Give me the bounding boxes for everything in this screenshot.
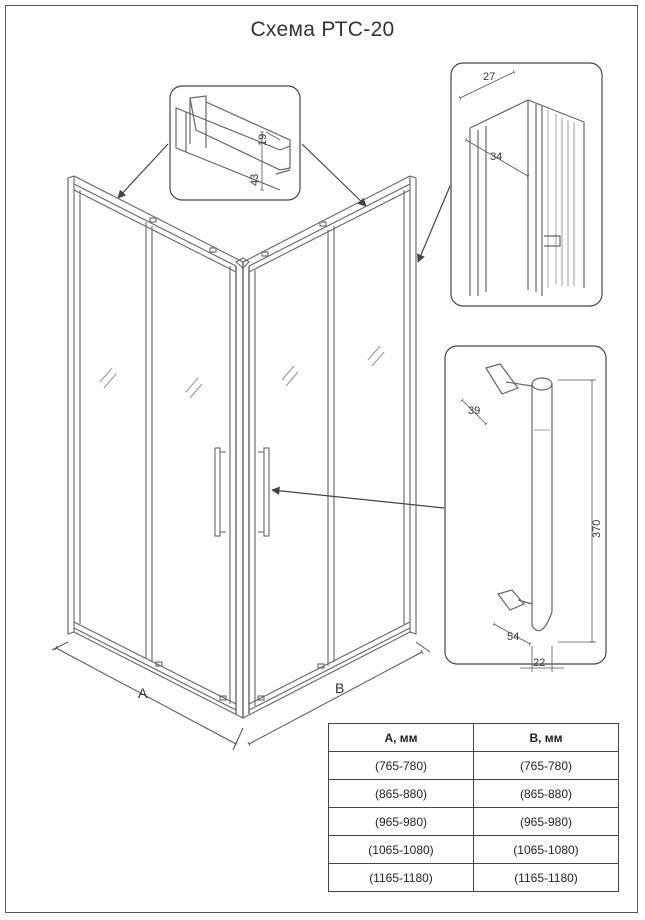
- table-row: [329, 808, 619, 836]
- header-a: A, мм: [329, 724, 474, 752]
- table-row: [329, 780, 619, 808]
- cell-a: (1165-1180): [329, 864, 474, 892]
- handle-base-dim: 54: [507, 631, 520, 643]
- cell-a: (1065-1080): [329, 836, 474, 864]
- cell-a: (765-780): [329, 752, 474, 780]
- table-row: [329, 836, 619, 864]
- cell-b: (965-980): [474, 808, 619, 836]
- wall-depth-dim: 27: [483, 71, 496, 83]
- handle-callout: [445, 346, 606, 672]
- table-row: [329, 864, 619, 892]
- side-a-label: A: [138, 685, 148, 701]
- cell-b: (1165-1180): [474, 864, 619, 892]
- handle-diameter-dim: 22: [533, 657, 546, 669]
- wall-profile-callout: [451, 63, 602, 306]
- cell-b: (1065-1080): [474, 836, 619, 864]
- handle-mount-dim: 39: [468, 405, 481, 417]
- cell-a: (865-880): [329, 780, 474, 808]
- profile-width-dim: 19: [257, 133, 269, 146]
- size-table-header: [329, 724, 619, 752]
- profile-height-dim: 43: [249, 173, 261, 186]
- cell-a: (965-980): [329, 808, 474, 836]
- top-profile-callout: [170, 86, 300, 200]
- table-row: [329, 752, 619, 780]
- wall-width-dim: 34: [490, 151, 503, 163]
- shower-enclosure: [68, 173, 416, 718]
- side-b-label: B: [335, 680, 345, 696]
- diagram-title: Схема РТС-20: [250, 18, 395, 41]
- size-table: [328, 723, 619, 892]
- cell-b: (865-880): [474, 780, 619, 808]
- header-b: B, мм: [474, 724, 619, 752]
- handle-length-dim: 370: [591, 519, 603, 538]
- cell-b: (765-780): [474, 752, 619, 780]
